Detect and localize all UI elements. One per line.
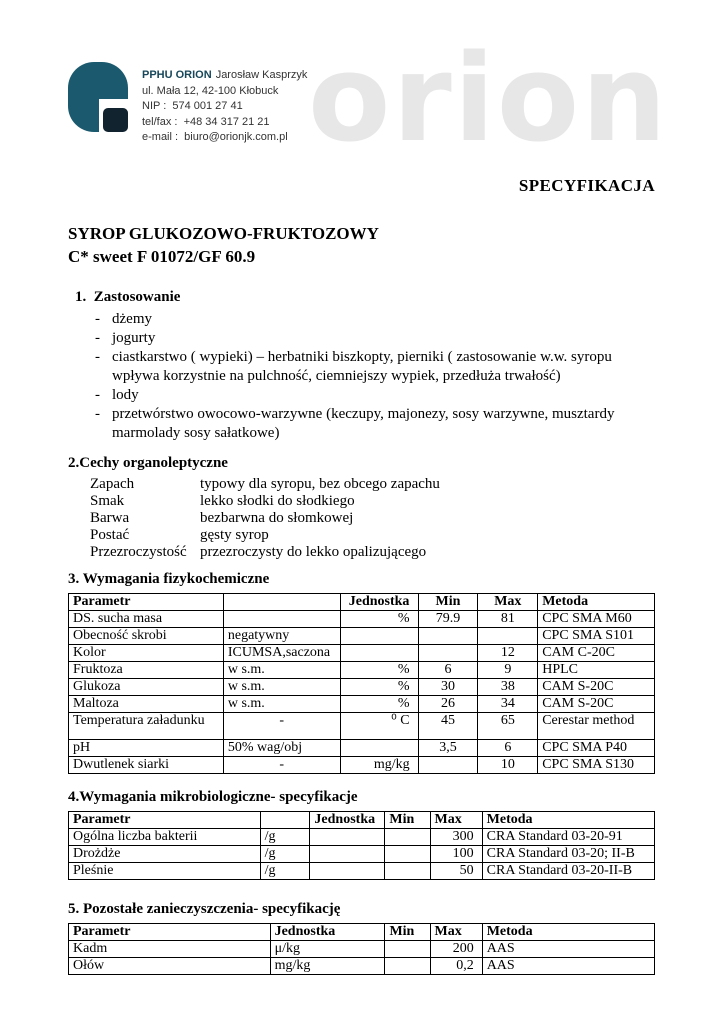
table-header-row — [69, 594, 655, 611]
table-cell: HPLC — [538, 662, 655, 679]
property-label: Postać — [90, 527, 130, 543]
property-value: gęsty syrop — [200, 527, 269, 543]
table-cell: - — [223, 713, 340, 740]
property-label: Przezroczystość — [90, 544, 187, 560]
property-label: Barwa — [90, 510, 130, 526]
company-telfax: tel/fax : +48 34 317 21 21 — [142, 115, 270, 128]
table-cell — [340, 740, 418, 757]
table-cell: ICUMSA,saczona — [223, 645, 340, 662]
column-header: Max — [430, 812, 482, 829]
column-header: Jednostka — [340, 594, 418, 611]
column-header — [223, 594, 340, 611]
table-cell: Fruktoza — [69, 662, 224, 679]
bullet-dash: - — [95, 406, 100, 422]
list-item — [68, 310, 655, 329]
company-owner: Jarosław Kasprzyk — [215, 69, 308, 81]
property-value: bezbarwna do słomkowej — [200, 510, 354, 526]
table-cell — [310, 846, 385, 863]
table-cell: mg/kg — [340, 757, 418, 774]
table-cell: 50% wag/obj — [223, 740, 340, 757]
table-row — [69, 611, 655, 628]
table-cell: Kolor — [69, 645, 224, 662]
company-logo — [68, 62, 130, 138]
table-cell — [310, 829, 385, 846]
table-cell: /g — [260, 863, 310, 880]
table-cell: Kadm — [69, 941, 271, 958]
product-title — [68, 222, 655, 268]
table-cell: 65 — [478, 713, 538, 740]
table-cell — [385, 829, 430, 846]
table-cell — [340, 645, 418, 662]
table-cell: 45 — [418, 713, 478, 740]
contaminants-table — [68, 923, 655, 975]
column-header: Min — [418, 594, 478, 611]
table-cell: 81 — [478, 611, 538, 628]
bullet-text: przetwórstwo owocowo-warzywne (keczupy, majonezy, sosy warzywne, musztardy marmolady sosy sałatkowe) — [112, 406, 615, 441]
table-cell: CPC SMA P40 — [538, 740, 655, 757]
table-cell: 34 — [478, 696, 538, 713]
column-header: Jednostka — [270, 924, 385, 941]
table-cell: % — [340, 662, 418, 679]
property-row — [68, 510, 655, 527]
column-header — [260, 812, 310, 829]
section-4-heading: 4.Wymagania mikrobiologiczne- specyfikacje — [68, 789, 358, 805]
table-cell: 30 — [418, 679, 478, 696]
section-5-heading: 5. Pozostałe zanieczyszczenia- specyfikację — [68, 901, 341, 917]
table-cell: Ołów — [69, 958, 271, 975]
table-cell: Ogólna liczba bakterii — [69, 829, 261, 846]
section-3-heading: 3. Wymagania fizykochemiczne — [68, 571, 270, 587]
column-header: Metoda — [482, 812, 654, 829]
physicochemical-table — [68, 593, 655, 774]
table-cell — [385, 846, 430, 863]
brand-watermark: orion — [308, 30, 669, 169]
table-row — [69, 662, 655, 679]
table-row — [69, 713, 655, 740]
table-cell — [310, 863, 385, 880]
logo-shape-square — [103, 108, 128, 132]
table-cell: μ/kg — [270, 941, 385, 958]
bullet-dash: - — [95, 311, 100, 327]
table-cell: w s.m. — [223, 696, 340, 713]
table-cell — [418, 628, 478, 645]
table-cell: mg/kg — [270, 958, 385, 975]
table-cell: CAM S-20C — [538, 696, 655, 713]
table-cell: 200 — [430, 941, 482, 958]
table-cell: 38 — [478, 679, 538, 696]
column-header: Parametr — [69, 924, 271, 941]
table-cell: ⁰ C — [340, 713, 418, 740]
column-header: Jednostka — [310, 812, 385, 829]
table-cell: 6 — [418, 662, 478, 679]
table-cell: % — [340, 679, 418, 696]
table-row — [69, 846, 655, 863]
table-cell: 10 — [478, 757, 538, 774]
table-cell: 50 — [430, 863, 482, 880]
column-header: Parametr — [69, 594, 224, 611]
table-cell: Maltoza — [69, 696, 224, 713]
property-value: typowy dla syropu, bez obcego zapachu — [200, 476, 440, 492]
table-cell — [385, 863, 430, 880]
zastosowanie-list — [68, 310, 655, 443]
table-cell: CPC SMA M60 — [538, 611, 655, 628]
table-cell: Drożdże — [69, 846, 261, 863]
table-row — [69, 958, 655, 975]
table-row — [69, 829, 655, 846]
table-cell: 6 — [478, 740, 538, 757]
table-cell: /g — [260, 846, 310, 863]
company-address: ul. Mała 12, 42-100 Kłobuck — [142, 84, 279, 97]
property-row — [68, 527, 655, 544]
table-cell: 9 — [478, 662, 538, 679]
company-contact — [142, 62, 307, 146]
table-cell — [223, 611, 340, 628]
table-cell: CPC SMA S130 — [538, 757, 655, 774]
table-row — [69, 696, 655, 713]
property-label: Smak — [90, 493, 125, 509]
table-cell: pH — [69, 740, 224, 757]
document-body — [68, 168, 655, 975]
table-cell: Temperatura załadunku — [69, 713, 224, 740]
letterhead — [68, 62, 307, 146]
table-cell: w s.m. — [223, 662, 340, 679]
table-cell: 100 — [430, 846, 482, 863]
property-value: przezroczysty do lekko opalizującego — [200, 544, 427, 560]
bullet-text: ciastkarstwo ( wypieki) – herbatniki biszkopty, pierniki ( zastosowanie w.w. syropu wpływa korzystnie na pulchność, ciemniejszy wypiek, przedłuża trwałość) — [112, 349, 612, 384]
table-cell — [340, 628, 418, 645]
table-cell: DS. sucha masa — [69, 611, 224, 628]
column-header: Max — [478, 594, 538, 611]
table-cell: Pleśnie — [69, 863, 261, 880]
organoleptic-properties — [68, 476, 655, 561]
table-cell: CPC SMA S101 — [538, 628, 655, 645]
table-cell: Obecność skrobi — [69, 628, 224, 645]
table-cell: 26 — [418, 696, 478, 713]
property-row — [68, 476, 655, 493]
table-header-row — [69, 924, 655, 941]
table-cell: Dwutlenek siarki — [69, 757, 224, 774]
table-cell: CRA Standard 03-20-II-B — [482, 863, 654, 880]
table-row — [69, 757, 655, 774]
spec-table — [68, 811, 655, 880]
property-row — [68, 544, 655, 561]
column-header: Parametr — [69, 812, 261, 829]
table-cell: CAM C-20C — [538, 645, 655, 662]
section-1-heading: 1. Zastosowanie — [75, 289, 181, 305]
table-cell — [418, 645, 478, 662]
table-cell — [418, 757, 478, 774]
table-row — [69, 679, 655, 696]
property-row — [68, 493, 655, 510]
table-row — [69, 941, 655, 958]
column-header: Min — [385, 812, 430, 829]
company-nip: NIP : 574 001 27 41 — [142, 100, 243, 112]
table-cell: % — [340, 696, 418, 713]
table-cell: AAS — [482, 941, 654, 958]
document-title: SPECYFIKACJA — [518, 176, 655, 195]
company-email: e-mail : biuro@orionjk.com.pl — [142, 131, 288, 143]
bullet-dash: - — [95, 349, 100, 365]
spec-table — [68, 593, 655, 774]
table-cell: /g — [260, 829, 310, 846]
section-2-heading: 2.Cechy organoleptyczne — [68, 455, 228, 471]
property-value: lekko słodki do słodkiego — [200, 493, 355, 509]
table-cell — [478, 628, 538, 645]
table-row — [69, 645, 655, 662]
table-cell: 3,5 — [418, 740, 478, 757]
table-cell — [385, 941, 430, 958]
table-row — [69, 628, 655, 645]
list-item — [68, 329, 655, 348]
spec-table — [68, 923, 655, 975]
list-item — [68, 348, 655, 386]
bullet-text: jogurty — [112, 330, 156, 346]
table-cell: 79.9 — [418, 611, 478, 628]
table-cell: - — [223, 757, 340, 774]
column-header: Metoda — [538, 594, 655, 611]
table-cell: % — [340, 611, 418, 628]
table-cell: w s.m. — [223, 679, 340, 696]
table-cell: CAM S-20C — [538, 679, 655, 696]
table-row — [69, 863, 655, 880]
table-cell: 300 — [430, 829, 482, 846]
table-cell: CRA Standard 03-20; II-B — [482, 846, 654, 863]
bullet-text: lody — [112, 387, 139, 403]
table-cell — [385, 958, 430, 975]
table-cell: AAS — [482, 958, 654, 975]
table-cell: 0,2 — [430, 958, 482, 975]
product-name: SYROP GLUKOZOWO-FRUKTOZOWY — [68, 224, 379, 243]
bullet-dash: - — [95, 330, 100, 346]
table-cell: CRA Standard 03-20-91 — [482, 829, 654, 846]
product-code: C* sweet F 01072/GF 60.9 — [68, 247, 256, 266]
table-cell: Cerestar method — [538, 713, 655, 740]
property-label: Zapach — [90, 476, 135, 492]
column-header: Metoda — [482, 924, 654, 941]
column-header: Min — [385, 924, 430, 941]
list-item — [68, 386, 655, 405]
company-name: PPHU ORION — [142, 69, 212, 81]
bullet-dash: - — [95, 387, 100, 403]
company-name-line — [142, 68, 307, 84]
table-cell: Glukoza — [69, 679, 224, 696]
table-header-row — [69, 812, 655, 829]
table-cell: negatywny — [223, 628, 340, 645]
column-header: Max — [430, 924, 482, 941]
table-row — [69, 740, 655, 757]
table-cell: 12 — [478, 645, 538, 662]
list-item — [68, 405, 655, 443]
bullet-text: dżemy — [112, 311, 152, 327]
microbiological-table — [68, 811, 655, 880]
